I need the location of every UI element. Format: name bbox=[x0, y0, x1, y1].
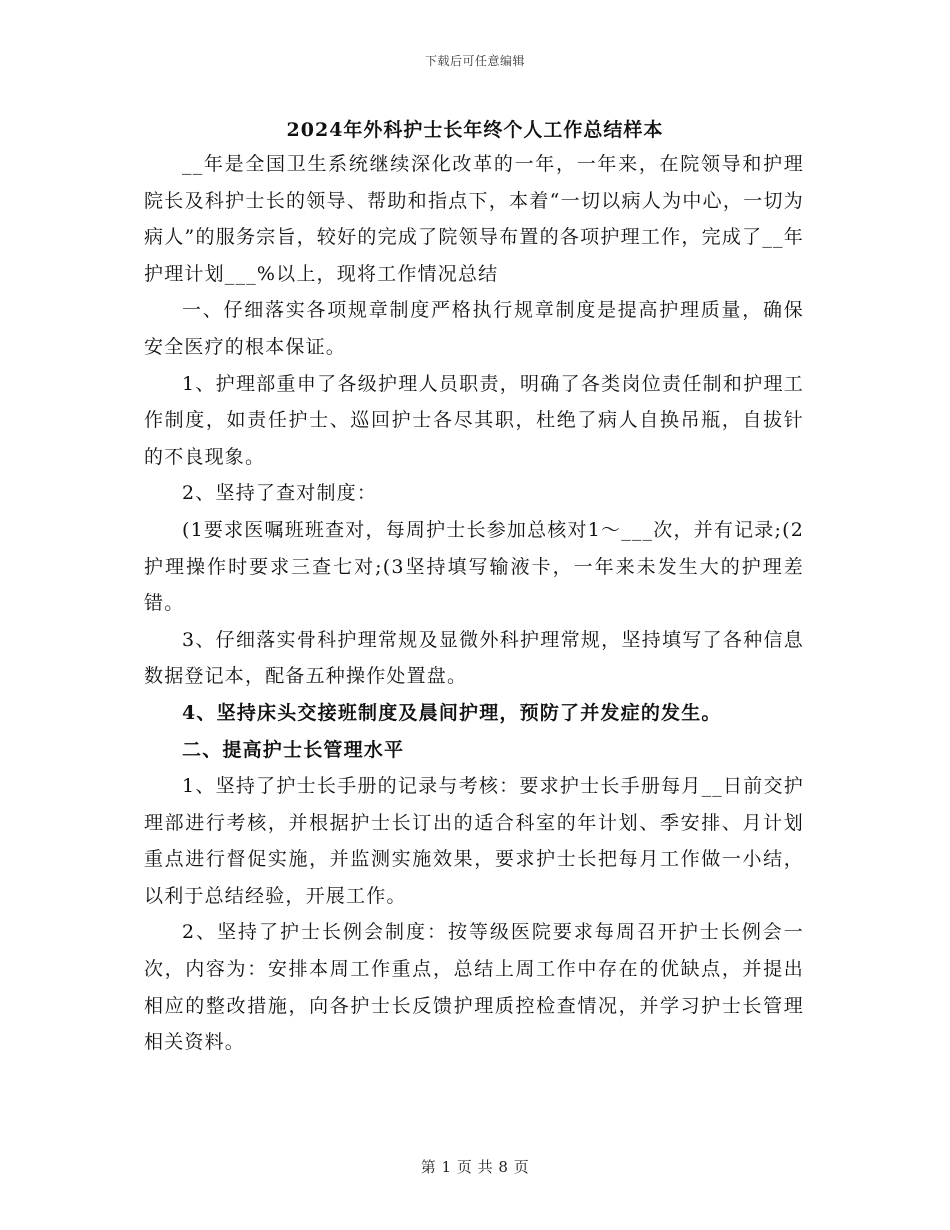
paragraph-section-two-item-2: 2、坚持了护士长例会制度：按等级医院要求每周召开护士长例会一次，内容为：安排本周工作重点，总结上周工作中存在的优缺点，并提出相应的整改措施，向各护士长反馈护理质控检查情况，并学习护士长管理相关资料。 bbox=[144, 921, 804, 1054]
paragraph-item-4: 4、坚持床头交接班制度及晨间护理，预防了并发症的发生。 bbox=[182, 701, 722, 724]
paragraph-intro: __年是全国卫生系统继续深化改革的一年，一年来，在院领导和护理院长及科护士长的领导、帮助和指点下，本着“一切以病人为中心，一切为病人”的服务宗旨，较好的完成了院领导布置的各项护理工作，完成了__年护理计划___%以上，现将工作情况总结 bbox=[144, 153, 804, 285]
section-heading-two: 二、提高护士长管理水平 bbox=[182, 738, 405, 761]
paragraph-item-1: 1、护理部重申了各级护理人员职责，明确了各类岗位责任制和护理工作制度，如责任护士、巡回护士各尽其职，杜绝了病人自换吊瓶，自拔针的不良现象。 bbox=[144, 372, 804, 468]
paragraph-item-3: 3、仔细落实骨科护理常规及显微外科护理常规，坚持填写了各种信息数据登记本，配备五种操作处置盘。 bbox=[144, 628, 804, 688]
document-title: 2024年外科护士长年终个人工作总结样本 bbox=[286, 119, 664, 141]
paragraph-item-2: 2、坚持了查对制度： bbox=[182, 482, 378, 505]
page-number-footer: 第 1 页 共 8 页 bbox=[420, 1158, 530, 1176]
paragraph-item-2-details: (1要求医嘱班班查对，每周护士长参加总核对1～___次，并有记录;(2护理操作时要求三查七对;(3坚持填写输液卡，一年来未发生大的护理差错。 bbox=[144, 518, 804, 615]
page-header-note: 下载后可任意编辑 bbox=[424, 54, 525, 68]
paragraph-section-one: 一、仔细落实各项规章制度严格执行规章制度是提高护理质量，确保安全医疗的根本保证。 bbox=[144, 299, 804, 358]
paragraph-section-two-item-1: 1、坚持了护士长手册的记录与考核：要求护士长手册每月__日前交护理部进行考核，并根据护士长订出的适合科室的年计划、季安排、月计划重点进行督促实施，并监测实施效果，要求护士长把每月工作做一小结，以利于总结经验，开展工作。 bbox=[144, 775, 804, 907]
document-body bbox=[144, 146, 804, 1061]
